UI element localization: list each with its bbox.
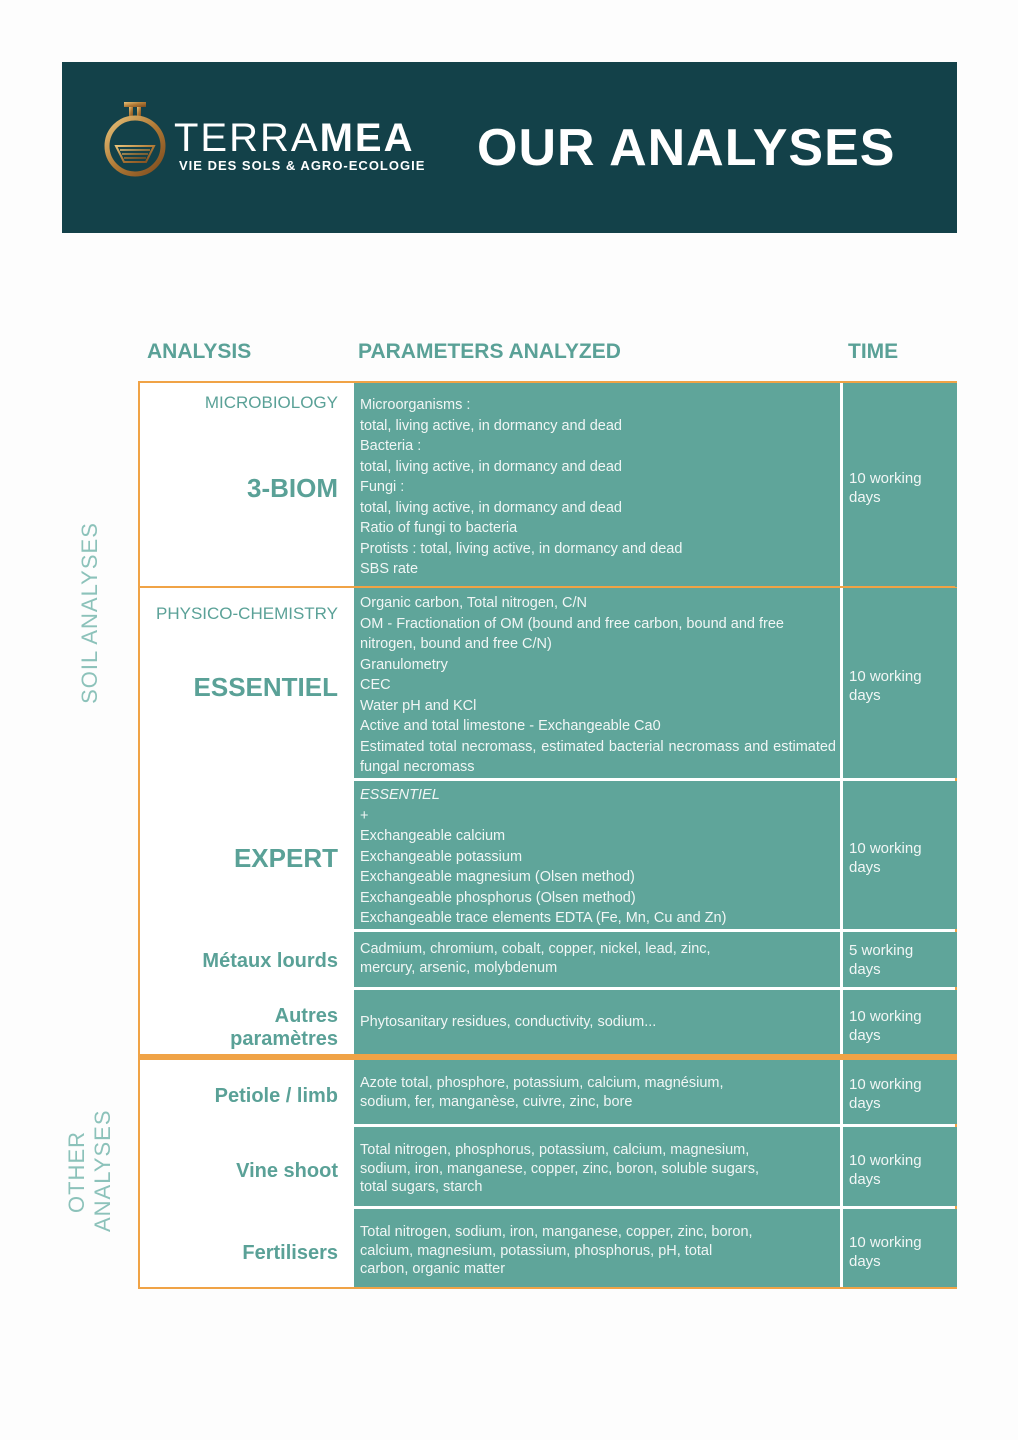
time-3-biom: 10 working days (843, 383, 957, 587)
column-header-analysis: ANALYSIS (147, 340, 252, 363)
terramea-flask-logo-icon (102, 100, 168, 178)
parameters-vine-shoot: Total nitrogen, phosphorus, potassium, calcium, magnesium, sodium, iron, manganese, copper, zinc, boron, soluble sugars, total sugars, starch (354, 1127, 840, 1206)
time-vine-shoot: 10 working days (843, 1127, 957, 1206)
category-physico-chemistry: PHYSICO-CHEMISTRY (156, 604, 338, 623)
analysis-name-expert: EXPERT (233, 843, 338, 873)
analysis-name-metaux-lourds: Métaux lourds (202, 950, 338, 972)
column-header-time: TIME (848, 340, 899, 363)
time-metaux-lourds: 5 working days (843, 932, 957, 987)
header-banner (62, 62, 957, 233)
parameters-petiole-limb: Azote total, phosphore, potassium, calcium, magnésium, sodium, fer, manganèse, cuivre, zinc, bore (354, 1060, 840, 1124)
time-autres-parametres: 10 working days (843, 990, 957, 1054)
analysis-name-essentiel: ESSENTIEL (193, 672, 338, 702)
time-fertilisers: 10 working days (843, 1209, 957, 1287)
brand-name: TERRAMEA (174, 116, 415, 160)
parameters-3-biom: Microorganisms : total, living active, in dormancy and dead Bacteria : total, living active, in dormancy and dead Fungi : total, living active, in dormancy and dead Ratio of fungi to bacteria Protists : total, living active, in dormancy and dead SBS rate (354, 383, 840, 587)
parameters-essentiel: Organic carbon, Total nitrogen, C/N OM - Fractionation of OM (bound and free carbon, bound and free nitrogen, bound and free C/N) Granulometry CEC Water pH and KCl Active and total limestone - Exchangeable Ca0 Estimated total necromass, estimated bacterial necromass and estimated fungal necromass (354, 588, 840, 778)
analysis-name-fertilisers: Fertilisers (242, 1242, 338, 1264)
time-petiole-limb: 10 working days (843, 1060, 957, 1124)
brand-tagline: VIE DES SOLS & AGRO-ECOLOGIE (179, 158, 426, 173)
analysis-name-petiole-limb: Petiole / limb (214, 1085, 338, 1107)
parameters-metaux-lourds: Cadmium, chromium, cobalt, copper, nickel, lead, zinc, mercury, arsenic, molybdenum (354, 932, 840, 987)
time-essentiel: 10 working days (843, 588, 957, 778)
time-expert: 10 working days (843, 781, 957, 929)
parameters-fertilisers: Total nitrogen, sodium, iron, manganese, copper, zinc, boron, calcium, magnesium, potassium, phosphorus, pH, total carbon, organic matter (354, 1209, 840, 1287)
analyses-table (138, 381, 957, 1289)
column-header-parameters: PARAMETERS ANALYZED (358, 340, 621, 363)
parameters-expert: ESSENTIEL + Exchangeable calcium Exchangeable potassium Exchangeable magnesium (Olsen method) Exchangeable phosphorus (Olsen method) Exchangeable trace elements EDTA (Fe, Mn, Cu and Zn) (354, 781, 840, 929)
category-microbiology: MICROBIOLOGY (204, 393, 338, 412)
analysis-name-autres-parametres: Autres paramètres (230, 1005, 338, 1050)
parameters-autres-parametres: Phytosanitary residues, conductivity, sodium... (354, 990, 840, 1054)
page-title: OUR ANALYSES (477, 119, 896, 177)
section-label-other: OTHER ANALYSES (64, 1109, 115, 1232)
analysis-name-3-biom: 3-BIOM (247, 473, 338, 503)
section-label-soil: SOIL ANALYSES (77, 522, 102, 704)
analysis-name-vine-shoot: Vine shoot (236, 1160, 338, 1182)
